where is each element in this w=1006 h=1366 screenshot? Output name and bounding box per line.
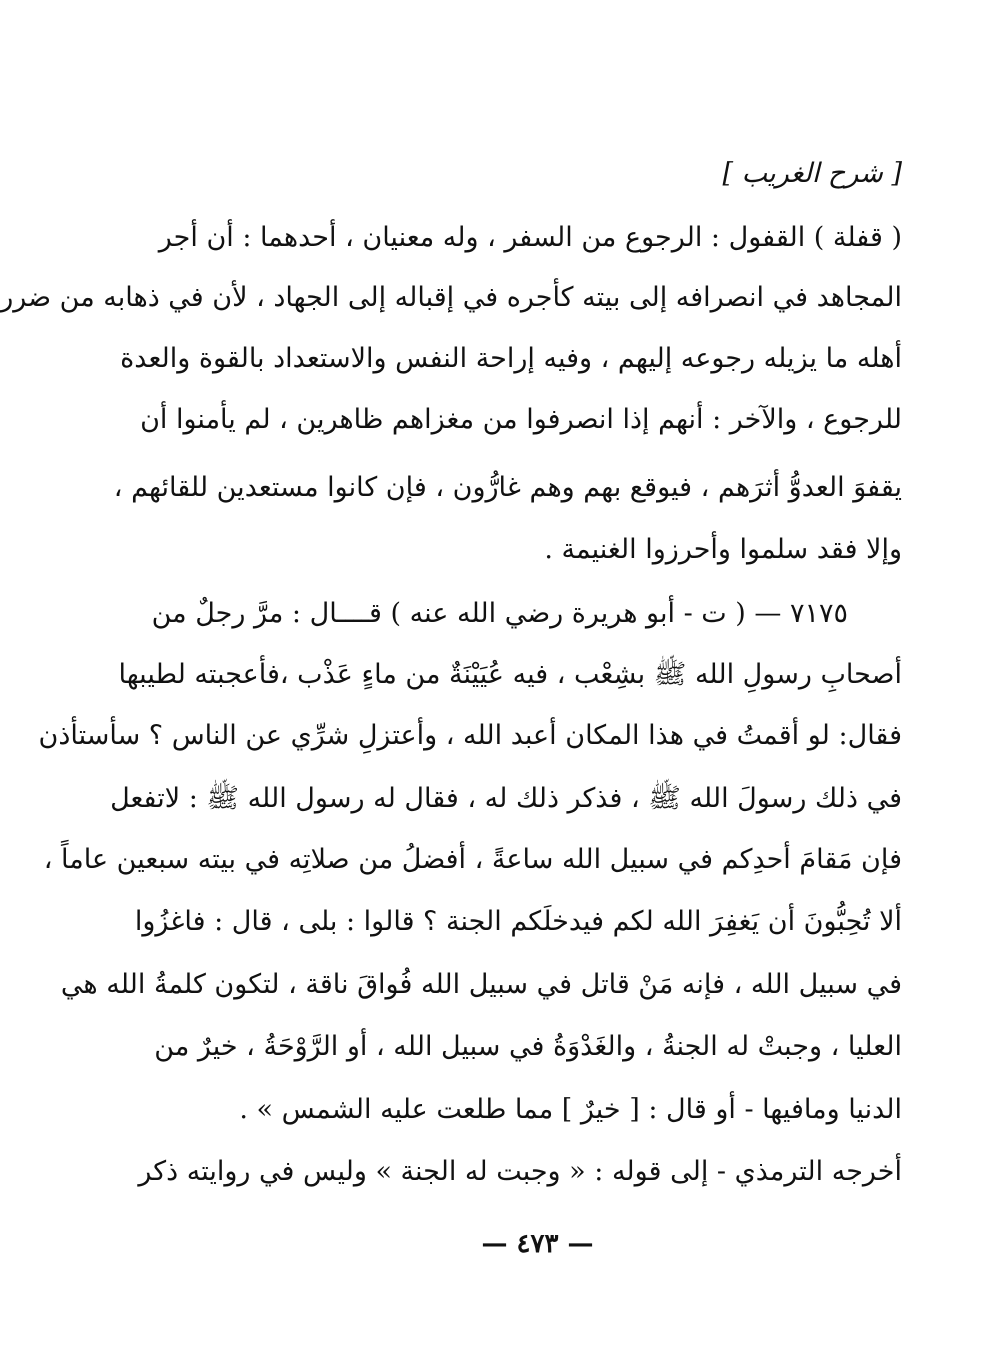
page-number: — ٤٧٣ —: [481, 1229, 594, 1259]
hadith-line-1: ٧١٧٥ — ( ت - أبو هريرة رضي الله عنه ) قــــال : مرَّ رجلٌ من: [151, 598, 848, 629]
hadith-line-9: الدنيا ومافيها - أو قال : [ خيرٌ ] مما طلعت عليه الشمس » .: [239, 1094, 902, 1125]
section-heading: [ شرح الغريب ]: [722, 158, 902, 189]
source-note: أخرجه الترمذي - إلى قوله : « وجبت له الجنة » وليس في روايته ذكر: [138, 1156, 902, 1187]
hadith-line-2: أصحابِ رسولِ الله ﷺ بشِعْب ، فيه عُيَيْنَةٌ من ماءٍ عَذْب ،فأعجبته لطيبها: [118, 659, 902, 690]
hadith-line-5: فإن مَقامَ أحدِكم في سبيل الله ساعةً ، أفضلُ من صلاتِه في بيته سبعين عاماً ،: [43, 844, 902, 875]
gloss-line-5: يقفوَ العدوُّ أثرَهم ، فيوقع بهم وهم غارُّون ، فإن كانوا مستعدين للقائهم ،: [113, 472, 902, 503]
hadith-line-3: فقال: لو أقمتُ في هذا المكان أعبد الله ، وأعتزلِ شرِّي عن الناس ؟ سأستأذن: [38, 720, 902, 751]
hadith-line-7: في سبيل الله ، فإنه مَنْ قاتل في سبيل الله فُواقَ ناقة ، لتكون كلمةُ الله هي: [60, 969, 902, 1000]
gloss-line-2: المجاهد في انصرافه إلى بيته كأجره في إقباله إلى الجهاد ، لأن في ذهابه من ضرر: [0, 282, 902, 313]
gloss-line-4: للرجوع ، والآخر : أنهم إذا انصرفوا من مغزاهم ظاهرين ، لم يأمنوا أن: [140, 404, 902, 435]
gloss-line-3: أهله ما يزيله رجوعه إليهم ، وفيه إراحة النفس والاستعداد بالقوة والعدة: [120, 343, 902, 374]
hadith-line-4: في ذلك رسولَ الله ﷺ ، فذكر ذلك له ، فقال له رسول الله ﷺ : لاتفعل: [110, 783, 902, 814]
gloss-line-1: ( قفلة ) القفول : الرجوع من السفر ، وله معنيان ، أحدهما : أن أجر: [158, 222, 902, 253]
hadith-line-8: العليا ، وجبتْ له الجنةُ ، والغَدْوَةُ في سبيل الله ، أو الرَّوْحَةُ ، خيرٌ من: [154, 1031, 902, 1062]
hadith-line-6: ألا تُحِبُّونَ أن يَغفِرَ الله لكم فيدخلَكم الجنة ؟ قالوا : بلى ، قال : فاغزُوا: [134, 906, 902, 937]
gloss-line-6: وإلا فقد سلموا وأحرزوا الغنيمة .: [544, 534, 902, 565]
